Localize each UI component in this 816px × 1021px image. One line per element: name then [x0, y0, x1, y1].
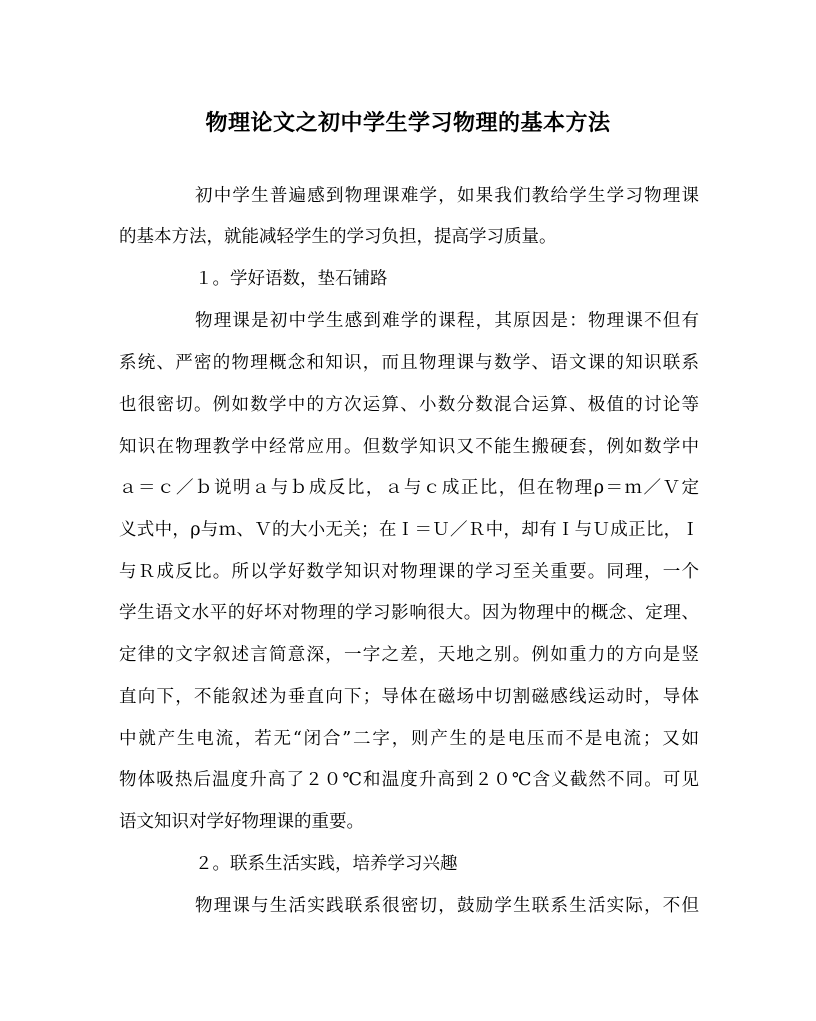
paragraph-line: 初中学生普遍感到物理课难学，如果我们教给学生学习物理课 [195, 186, 699, 206]
paragraph-line: 直向下，不能叙述为垂直向下；导体在磁场中切割磁感线运动时，导体 [119, 687, 699, 707]
paragraph-line: ａ＝ｃ／ｂ说明ａ与ｂ成反比，ａ与ｃ成正比，但在物理ρ＝ｍ／Ｖ定 [119, 478, 699, 498]
paragraph-line: 与Ｒ成反比。所以学好数学知识对物理课的学习至关重要。同理，一个 [119, 562, 699, 582]
paragraph-line: 系统、严密的物理概念和知识，而且物理课与数学、语文课的知识联系 [119, 353, 699, 373]
paragraph-line: 中就产生电流，若无“闭合”二字，则产生的是电压而不是电流；又如 [119, 729, 699, 749]
section-heading: ２。联系生活实践，培养学习兴趣 [195, 854, 458, 874]
paragraph-line: 义式中，ρ与ｍ、Ｖ的大小无关；在Ｉ＝Ｕ／Ｒ中，却有Ｉ与Ｕ成正比，Ｉ [119, 520, 699, 540]
paragraph-line: 也很密切。例如数学中的方次运算、小数分数混合运算、极值的讨论等 [119, 395, 699, 415]
paragraph-line: 物理课与生活实践联系很密切，鼓励学生联系生活实际，不但 [195, 896, 699, 916]
section-heading: １。学好语数，垫石铺路 [195, 269, 388, 289]
paragraph-line: 知识在物理教学中经常应用。但数学知识又不能生搬硬套，例如数学中 [119, 437, 699, 457]
paragraph-line: 的基本方法，就能减轻学生的学习负担，提高学习质量。 [119, 227, 557, 247]
paragraph-line: 物理课是初中学生感到难学的课程，其原因是：物理课不但有 [195, 311, 699, 331]
paragraph-line: 语文知识对学好物理课的重要。 [119, 812, 364, 832]
paragraph-line: 学生语文水平的好坏对物理的学习影响很大。因为物理中的概念、定理、 [119, 603, 699, 623]
document-title: 物理论文之初中学生学习物理的基本方法 [205, 110, 611, 136]
paragraph-line: 定律的文字叙述言简意深，一字之差，天地之别。例如重力的方向是竖 [119, 645, 699, 665]
paragraph-line: 物体吸热后温度升高了２０℃和温度升高到２０℃含义截然不同。可见 [119, 770, 699, 790]
